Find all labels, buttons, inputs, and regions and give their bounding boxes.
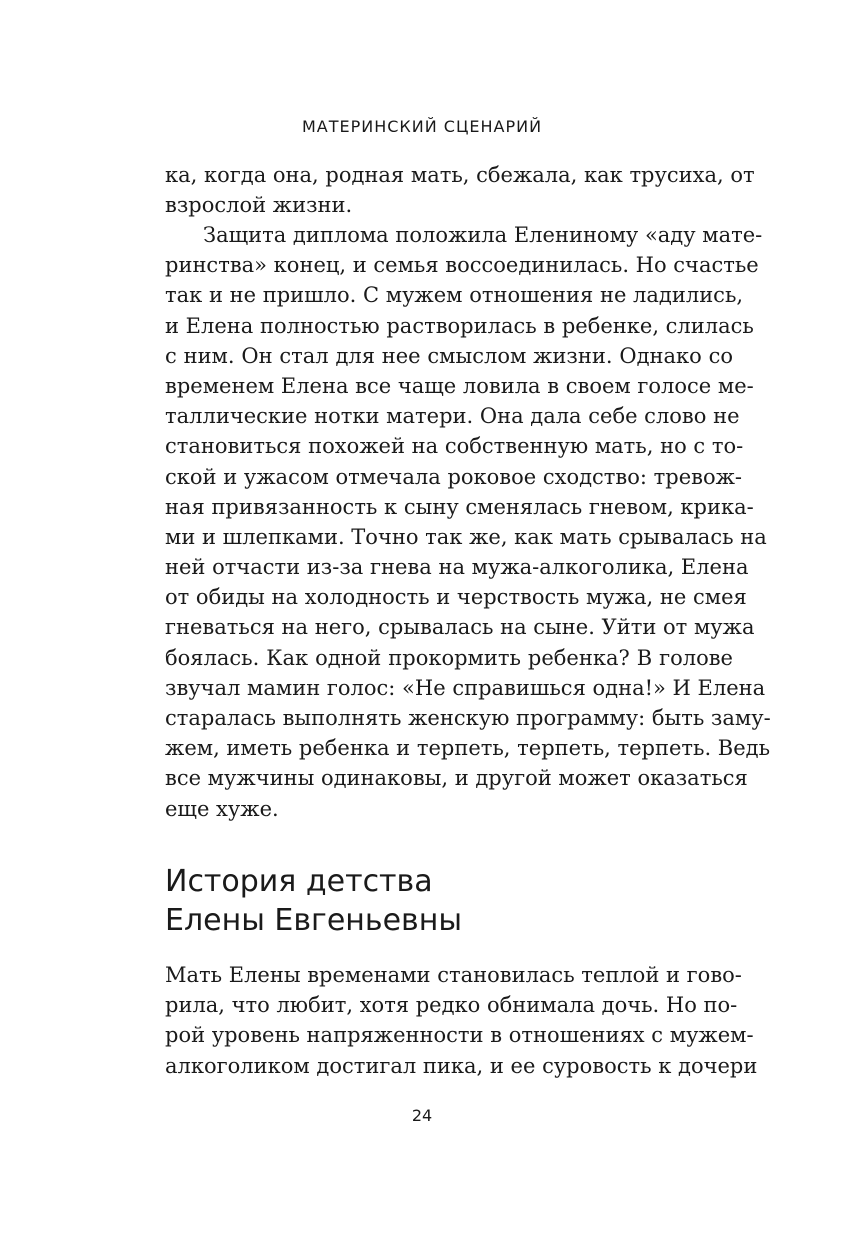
text-line: ринства» конец, и семья воссоединилась. Но счастье — [165, 253, 759, 278]
text-line: с ним. Он стал для нее смыслом жизни. Однако со — [165, 343, 733, 368]
paragraph-main — [165, 220, 771, 824]
text-line: становиться похожей на собственную мать, но с то- — [165, 434, 744, 459]
text-line: временем Елена все чаще ловила в своем голосе ме- — [165, 373, 754, 398]
text-line: алкоголиком достигал пика, и ее суровость к дочери — [165, 1053, 758, 1078]
text-line: ней отчасти из-за гнева на мужа-алкоголика, Елена — [165, 555, 749, 580]
text-line: звучал мамин голос: «Не справишься одна!» И Елена — [165, 675, 766, 700]
section-heading — [165, 862, 733, 940]
text-line: взрослой жизни. — [165, 193, 353, 218]
text-line: Защита диплома положила Елениному «аду мате- — [203, 223, 763, 247]
text-line: ка, когда она, родная мать, сбежала, как трусиха, от — [165, 163, 755, 187]
text-line: рила, что любит, хотя редко обнимала дочь. Но по- — [165, 993, 738, 1018]
text-line: старалась выполнять женскую программу: быть заму- — [165, 706, 771, 730]
text-line: рой уровень напряженности в отношениях с мужем- — [165, 1023, 754, 1048]
text-line: боялась. Как одной прокормить ребенка? В голове — [165, 645, 733, 670]
paragraph-section — [165, 960, 758, 1081]
text-line: еще хуже. — [165, 796, 279, 821]
text-line: и Елена полностью растворилась в ребенке, слилась — [165, 313, 754, 338]
text-line: от обиды на холодность и черствость мужа, не смея — [165, 585, 747, 610]
text-line: так и не пришло. С мужем отношения не ладились, — [165, 283, 744, 308]
running-head: МАТЕРИНСКИЙ СЦЕНАРИЙ — [301, 117, 543, 136]
section-heading-line: Елены Евгеньевны — [165, 903, 463, 938]
section-heading-line: История детства — [165, 864, 433, 899]
text-line: ской и ужасом отмечала роковое сходство: тревож- — [165, 464, 743, 489]
paragraph-continued — [165, 160, 755, 220]
text-line: Мать Елены временами становилась теплой и гово- — [165, 963, 742, 987]
text-line: ми и шлепками. Точно так же, как мать срывалась на — [165, 524, 767, 549]
text-line: все мужчины одинаковы, и другой может оказаться — [165, 766, 748, 791]
page-number: 24 — [411, 1106, 433, 1125]
text-line: жем, иметь ребенка и терпеть, терпеть, терпеть. Ведь — [165, 736, 771, 761]
text-line: гневаться на него, срывалась на сыне. Уйти от мужа — [165, 615, 755, 640]
text-line: таллические нотки матери. Она дала себе слово не — [165, 404, 740, 429]
text-line: ная привязанность к сыну сменялась гневом, крика- — [165, 494, 754, 519]
